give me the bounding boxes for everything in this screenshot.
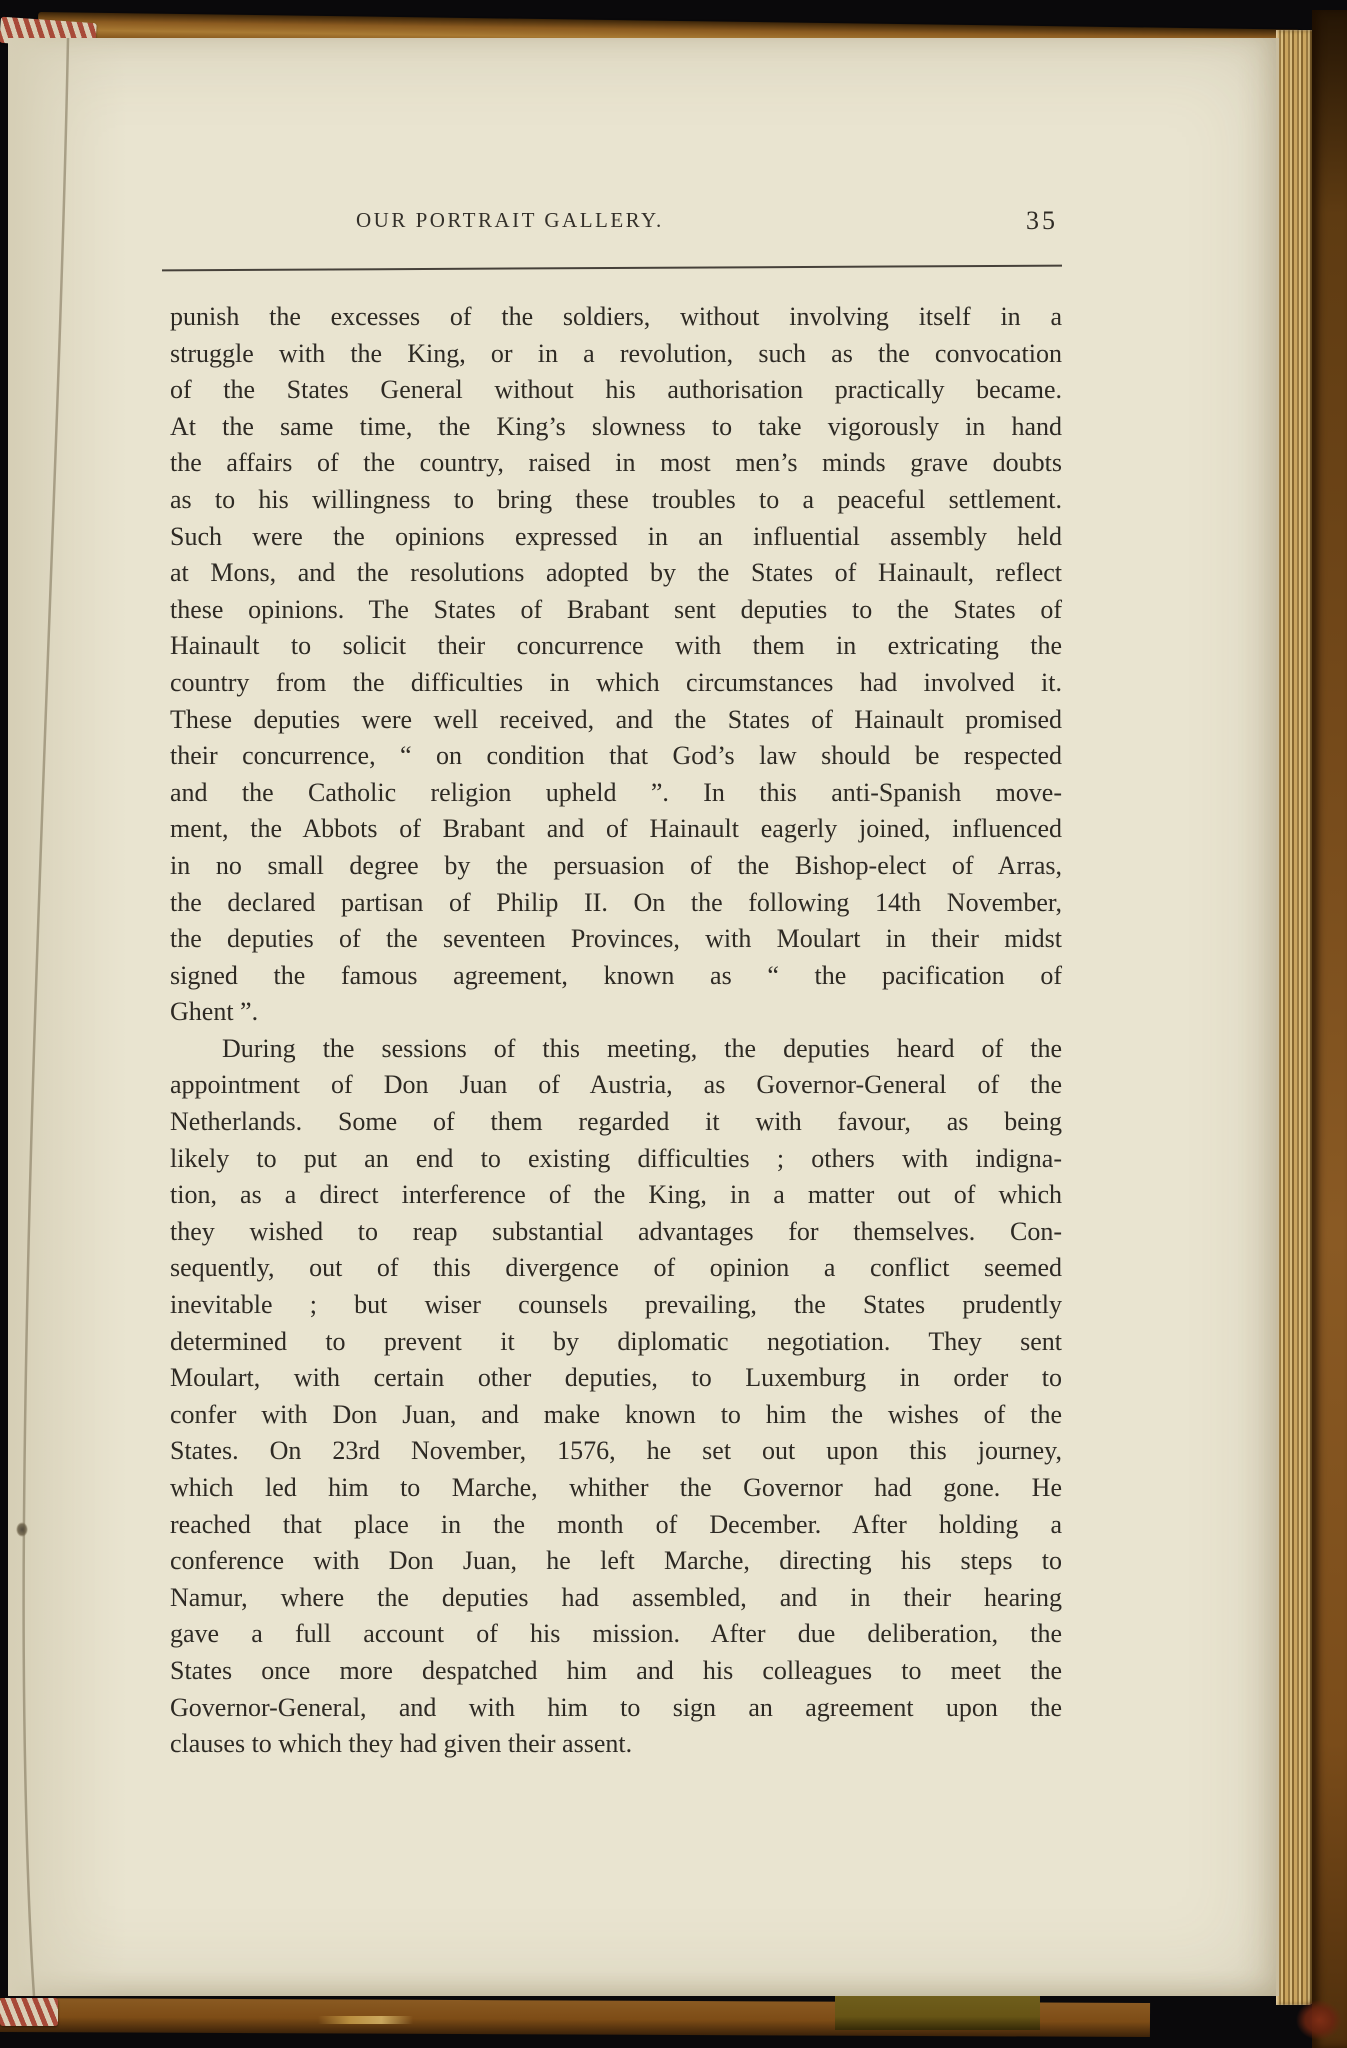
text-line: States once more despatched him and his colleagues to meet the [170, 1655, 1062, 1685]
page-number: 35 [1026, 206, 1058, 235]
text-line: these opinions. The States of Brabant sent deputies to the States of [170, 594, 1062, 624]
text-line: the declared partisan of Philip II. On the following 14th November, [170, 887, 1062, 917]
text-line: tion, as a direct interference of the King, in a matter out of which [170, 1180, 1062, 1210]
text-line: as to his willingness to bring these troubles to a peaceful settlement. [170, 484, 1062, 514]
text-line: punish the excesses of the soldiers, without involving itself in a [170, 302, 1062, 331]
text-line: country from the difficulties in which circumstances had involved it. [170, 667, 1062, 697]
text-line: and the Catholic religion upheld ”. In this anti-Spanish move- [170, 777, 1062, 807]
header-rule [162, 265, 1062, 272]
text-line: During the sessions of this meeting, the deputies heard of the [222, 1033, 1062, 1063]
book-cover-right [1312, 10, 1347, 2048]
text-line: Namur, where the deputies had assembled, and in their hearing [170, 1582, 1062, 1612]
text-line: conference with Don Juan, he left Marche, directing his steps to [170, 1546, 1062, 1576]
text-line: likely to put an end to existing difficulties ; others with indigna- [170, 1143, 1062, 1173]
text-line: sequently, out of this divergence of opinion a conflict seemed [170, 1253, 1062, 1283]
text-line: Ghent ”. [170, 997, 259, 1027]
text-line: confer with Don Juan, and make known to him the wishes of the [170, 1399, 1062, 1429]
text-line: their concurrence, “ on condition that God’s law should be respected [170, 741, 1062, 771]
text-line: Netherlands. Some of them regarded it with favour, as being [170, 1107, 1062, 1137]
text-line: inevitable ; but wiser counsels prevailing, the States prudently [170, 1290, 1062, 1320]
headband-bottom [0, 1998, 58, 2026]
text-line: clauses to which they had given their assent. [170, 1729, 633, 1759]
text-line: appointment of Don Juan of Austria, as Governor-General of the [170, 1070, 1062, 1100]
text-line: the affairs of the country, raised in most men’s minds grave doubts [170, 448, 1062, 478]
text-line: struggle with the King, or in a revolution, such as the convocation [170, 338, 1062, 368]
text-line: Such were the opinions expressed in an influential assembly held [170, 521, 1062, 551]
book-cover-bottom-olive-segment [835, 1996, 1040, 2030]
text-line: which led him to Marche, whither the Governor had gone. He [170, 1473, 1062, 1502]
text-line: At the same time, the King’s slowness to take vigorously in hand [170, 411, 1062, 441]
text-line: gave a full account of his mission. After due deliberation, the [170, 1619, 1062, 1649]
cover-corner-wear [1296, 2000, 1342, 2040]
text-line: reached that place in the month of December. After holding a [170, 1509, 1062, 1539]
paper-speck [16, 1522, 28, 1537]
text-line: at Mons, and the resolutions adopted by the States of Hainault, reflect [170, 558, 1062, 588]
page-body-text [170, 299, 1062, 1763]
running-header-title: OUR PORTRAIT GALLERY. [356, 208, 664, 232]
text-line: Governor-General, and with him to sign an agreement upon the [170, 1692, 1062, 1722]
text-line: the deputies of the seventeen Provinces, with Moulart in their midst [170, 924, 1062, 954]
text-line: Moulart, with certain other deputies, to Luxemburg in order to [170, 1363, 1062, 1393]
text-line: States. On 23rd November, 1576, he set out upon this journey, [170, 1436, 1062, 1466]
page-edges [1276, 30, 1314, 2005]
book-cover-bottom-glint [318, 2016, 413, 2024]
gutter-crease [8, 38, 128, 1996]
text-line: determined to prevent it by diplomatic negotiation. They sent [170, 1326, 1062, 1356]
text-line: of the States General without his authorisation practically became. [170, 375, 1062, 405]
text-line: they wished to reap substantial advantages for themselves. Con- [170, 1216, 1062, 1246]
text-line: Hainault to solicit their concurrence with them in extricating the [170, 631, 1062, 661]
book-page [8, 38, 1279, 1996]
text-line: These deputies were well received, and the States of Hainault promised [170, 704, 1062, 734]
text-line: signed the famous agreement, known as “ the pacification of [170, 960, 1062, 990]
text-line: in no small degree by the persuasion of the Bishop-elect of Arras, [170, 850, 1062, 880]
text-line: ment, the Abbots of Brabant and of Hainault eagerly joined, influenced [170, 814, 1062, 844]
